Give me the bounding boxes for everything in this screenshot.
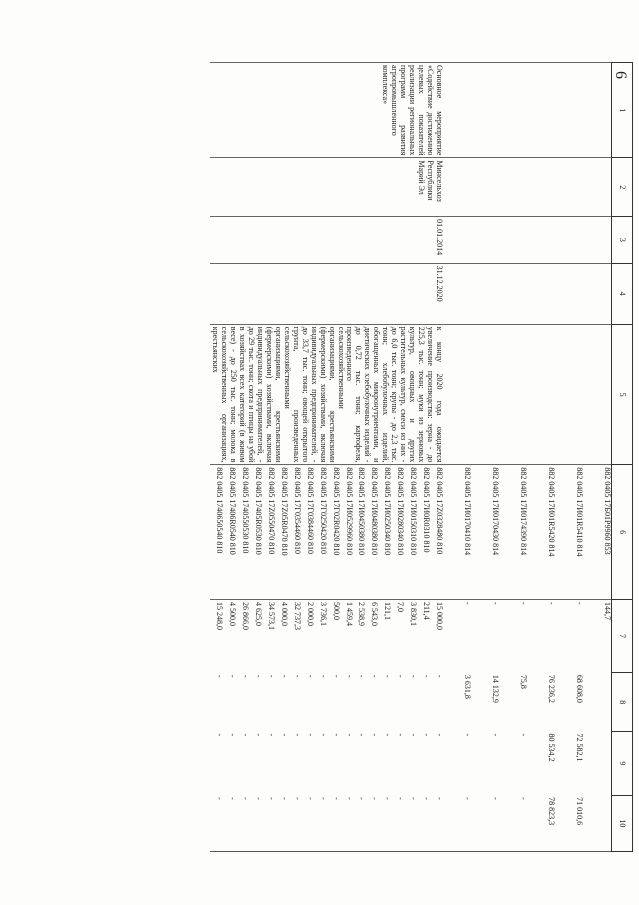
empty-cell — [583, 324, 612, 465]
value-2020-cell: - — [443, 599, 471, 672]
value-2020-cell: 4 500,0 — [223, 599, 236, 672]
value-col10-cell: - — [417, 795, 430, 851]
value-col9-cell: - — [305, 733, 315, 737]
empty-cell — [583, 263, 612, 324]
budget-code-cell: 882 0405 17И01R5420 814 — [527, 465, 555, 600]
value-col10-cell: - — [353, 795, 366, 851]
budget-code-cell: 882 0405 17Z0550470 810 — [262, 465, 275, 600]
value-2020-cell: 15 248,0 — [210, 599, 223, 672]
budget-code-cell: 882 0405 17И0170410 814 — [443, 465, 471, 600]
value-col10-cell: - — [236, 795, 249, 851]
col-header-10: 10 — [612, 795, 633, 851]
value-col10-cell: - — [471, 795, 499, 851]
value-col9-cell: - — [370, 733, 380, 737]
end-date-cell: 31.12.2020 — [210, 263, 443, 324]
value-col9-cell: - — [292, 733, 302, 737]
col-header-8: 8 — [612, 673, 633, 732]
budget-code-cell: 882 0405 17И0529960 810 — [340, 465, 353, 600]
value-col10-cell: 71 010,6 — [555, 795, 583, 851]
value-col9-cell: - — [422, 733, 432, 737]
value-2020-cell: 4 625,0 — [249, 599, 262, 672]
budget-code-cell: 882 0405 17Z05R0470 810 — [275, 465, 288, 600]
empty-cell — [443, 324, 471, 465]
empty-cell — [555, 158, 583, 217]
page-number: 6 — [612, 71, 629, 79]
value-col8-cell: - — [331, 674, 341, 678]
value-2020-cell: 121,1 — [378, 599, 391, 672]
value-col8-cell: 75,8 — [519, 674, 528, 689]
empty-cell — [555, 217, 583, 263]
col-header-4: 4 — [612, 263, 633, 324]
table-row — [583, 63, 612, 852]
value-col8-cell: - — [422, 674, 432, 678]
value-col10-cell: - — [499, 795, 527, 851]
value-2020-cell: 500,0 — [327, 599, 340, 672]
empty-cell — [443, 263, 471, 324]
budget-code-cell: 882 0405 17И0150310 810 — [404, 465, 417, 600]
value-col8-cell: - — [267, 674, 277, 678]
value-col10-cell: - — [404, 795, 417, 851]
budget-code-cell: 882 0405 17И01R5410 814 — [555, 465, 583, 600]
value-col8-cell: - — [396, 674, 406, 678]
value-col9-cell: - — [241, 733, 251, 737]
value-col8-cell: 3 631,8 — [463, 674, 472, 699]
empty-cell — [499, 263, 527, 324]
empty-cell — [499, 63, 527, 158]
value-col9-cell: - — [228, 733, 238, 737]
value-2020-cell: 4 000,0 — [275, 599, 288, 672]
value-col8-cell: 14 132,9 — [491, 674, 500, 703]
budget-code-cell: 882 0405 17И0R0310 810 — [417, 465, 430, 600]
empty-cell — [499, 158, 527, 217]
value-col8-cell: - — [357, 674, 367, 678]
value-2020-cell: 32 737,3 — [288, 599, 301, 672]
value-col10-cell: - — [249, 795, 262, 851]
value-col8-cell: - — [344, 674, 354, 678]
value-col9-cell: 72 582,1 — [575, 733, 584, 762]
table-row — [527, 63, 555, 852]
value-col8-cell: 68 608,0 — [575, 674, 584, 703]
rotated-table-container — [133, 62, 633, 852]
value-2020-cell: 3 736,1 — [314, 599, 327, 672]
value-col9-cell: - — [318, 733, 328, 737]
value-col9-cell: - — [331, 733, 341, 737]
empty-cell — [471, 217, 499, 263]
table-row — [430, 63, 443, 852]
value-2020-cell: - — [499, 599, 527, 672]
table-row — [443, 63, 471, 852]
value-col8-cell: 76 236,2 — [547, 674, 556, 703]
budget-code-cell: 882 0405 17Z0328480 810 — [430, 465, 443, 600]
budget-code-cell: 882 0405 17И0480380 810 — [365, 465, 378, 600]
value-2020-cell: 1 459,4 — [340, 599, 353, 672]
col-header-7: 7 — [612, 599, 633, 672]
empty-cell — [555, 63, 583, 158]
value-col10-cell: - — [288, 795, 301, 851]
empty-cell — [555, 324, 583, 465]
value-col10-cell: 78 823,3 — [527, 795, 555, 851]
col-header-3: 3 — [612, 217, 633, 263]
empty-cell — [583, 63, 612, 158]
value-col8-cell: - — [215, 674, 225, 678]
table-row — [471, 63, 499, 852]
value-2020-cell: - — [555, 599, 583, 672]
empty-cell — [471, 158, 499, 217]
budget-table — [210, 62, 633, 852]
value-col10-cell: - — [275, 795, 288, 851]
value-col10-cell: - — [391, 795, 404, 851]
empty-cell — [527, 217, 555, 263]
empty-cell — [499, 217, 527, 263]
value-col8-cell: - — [305, 674, 315, 678]
budget-code-cell: 882 0405 17Г0354460 810 — [288, 465, 301, 600]
value-col9-cell: - — [519, 733, 528, 737]
empty-cell — [583, 217, 612, 263]
value-2020-cell: 2 538,9 — [353, 599, 366, 672]
budget-code-cell: 882 0405 17И0450380 810 — [353, 465, 366, 600]
budget-code-cell: 882 0405 17Г0250420 810 — [314, 465, 327, 600]
value-col9-cell: 80 534,2 — [547, 733, 556, 762]
value-2020-cell: 144,7 — [583, 599, 612, 672]
value-col9-cell: - — [396, 733, 406, 737]
budget-code-cell: 882 0405 17Г0384460 810 — [301, 465, 314, 600]
value-col10-cell: - — [223, 795, 236, 851]
value-col9-cell: - — [435, 733, 444, 737]
value-col10-cell — [583, 795, 612, 851]
value-col8-cell: - — [241, 674, 251, 678]
start-date-cell: 01.01.2014 — [210, 217, 443, 263]
table-row — [499, 63, 527, 852]
value-col8-cell: - — [318, 674, 328, 678]
empty-cell — [499, 324, 527, 465]
budget-code-cell: 882 0405 17И0280340 810 — [391, 465, 404, 600]
main-measure-name-cell: Основное мероприятие «Содействие достижению целевых показателей реализации региональных программ развития агропромышленного комплекса» — [210, 63, 443, 158]
value-col8-cell: - — [254, 674, 264, 678]
value-col9-cell: - — [491, 733, 500, 737]
value-col9-cell: - — [409, 733, 419, 737]
empty-cell — [527, 263, 555, 324]
value-col8-cell: - — [279, 674, 289, 678]
col-header-2: 2 — [612, 158, 633, 217]
value-2020-cell: 7,0 — [391, 599, 404, 672]
col-header-9: 9 — [612, 732, 633, 796]
budget-code-cell: 882 0405 17Г02R0420 810 — [327, 465, 340, 600]
budget-code-cell: 882 0405 1740650540 810 — [210, 465, 223, 600]
empty-cell — [443, 217, 471, 263]
empty-cell — [471, 324, 499, 465]
expected-results-cell: к концу 2020 года ожидается увеличение производства: зерна - до 225,3 тыс. тонн; муки из зерновых культур, овощных и других растительных культур, смеси из них - до 6,0 тыс. тонн; крупы - до 2,3 тыс. тонн; хлебобулочных изделий, обогащенных микронутриентами, и диетических хлебобулочных изделий - до 0,72 тыс. тонн; картофеля, произведенного сельскохозяйственными организациями, крестьянскими (фермерскими) хозяйствами, включая индивидуальных предпринимателей, - до 33,7 тыс. тонн; овощей открытого грунта, произведенных сельскохозяйственными организациями, крестьянскими (фермерскими) хозяйствами, включая индивидуальных предпринимателей, - до 29 тыс. тонн; скота и птицы на убой в хозяйствах всех категорий (в живом весе) - до 250 тыс. тонн; молока в сельскохозяйственных организациях, крестьянских — [210, 324, 443, 465]
value-col9-cell: - — [383, 733, 393, 737]
value-col10-cell: - — [340, 795, 353, 851]
col-header-5: 5 — [612, 324, 633, 465]
budget-code-cell: 882 0405 1740550530 810 — [236, 465, 249, 600]
value-col8-cell — [583, 673, 612, 732]
value-col10-cell: - — [301, 795, 314, 851]
empty-cell — [471, 63, 499, 158]
empty-cell — [527, 324, 555, 465]
value-col10-cell: - — [430, 795, 443, 851]
empty-cell — [443, 158, 471, 217]
empty-cell — [471, 263, 499, 324]
empty-cell — [555, 263, 583, 324]
value-col10-cell: - — [378, 795, 391, 851]
budget-code-cell: 882 0405 17405R0530 810 — [249, 465, 262, 600]
value-col9-cell: - — [254, 733, 264, 737]
table-row — [555, 63, 583, 852]
budget-code-cell: 882 0405 17Б01Р9960 853 — [583, 465, 612, 600]
value-col8-cell: - — [292, 674, 302, 678]
value-col9-cell: - — [357, 733, 367, 737]
executor-cell: Минсельхоз Республики Марий Эл — [210, 158, 443, 217]
value-col10-cell: - — [262, 795, 275, 851]
value-col9-cell: - — [215, 733, 225, 737]
value-col10-cell: - — [443, 795, 471, 851]
value-col8-cell: - — [435, 674, 444, 678]
value-2020-cell: 26 866,0 — [236, 599, 249, 672]
value-col9-cell: - — [267, 733, 277, 737]
empty-cell — [443, 63, 471, 158]
budget-code-cell: 882 0405 17И0174390 814 — [499, 465, 527, 600]
value-col8-cell: - — [228, 674, 238, 678]
value-2020-cell: 2 000,0 — [301, 599, 314, 672]
value-2020-cell: 6 543,0 — [365, 599, 378, 672]
empty-cell — [583, 158, 612, 217]
col-header-1: 1 — [612, 63, 633, 158]
value-col9-cell — [583, 732, 612, 796]
value-col8-cell: - — [409, 674, 419, 678]
value-col10-cell: - — [314, 795, 327, 851]
value-2020-cell: 211,4 — [417, 599, 430, 672]
value-2020-cell: - — [527, 599, 555, 672]
budget-code-cell: 882 0405 17И0250340 810 — [378, 465, 391, 600]
value-col10-cell: - — [327, 795, 340, 851]
col-header-6: 6 — [612, 465, 633, 600]
value-col9-cell: - — [279, 733, 289, 737]
value-col10-cell: - — [365, 795, 378, 851]
budget-code-cell: 882 0405 17И0170430 814 — [471, 465, 499, 600]
value-col8-cell: - — [383, 674, 393, 678]
value-2020-cell: 34 573,1 — [262, 599, 275, 672]
empty-cell — [527, 158, 555, 217]
value-2020-cell: - — [471, 599, 499, 672]
value-col9-cell: - — [463, 733, 472, 737]
budget-code-cell: 882 0405 17406R0540 810 — [223, 465, 236, 600]
header-row — [612, 63, 633, 852]
value-col8-cell: - — [370, 674, 380, 678]
value-2020-cell: 15 000,0 — [430, 599, 443, 672]
value-2020-cell: 3 830,1 — [404, 599, 417, 672]
empty-cell — [527, 63, 555, 158]
value-col9-cell: - — [344, 733, 354, 737]
value-col10-cell: - — [210, 795, 223, 851]
